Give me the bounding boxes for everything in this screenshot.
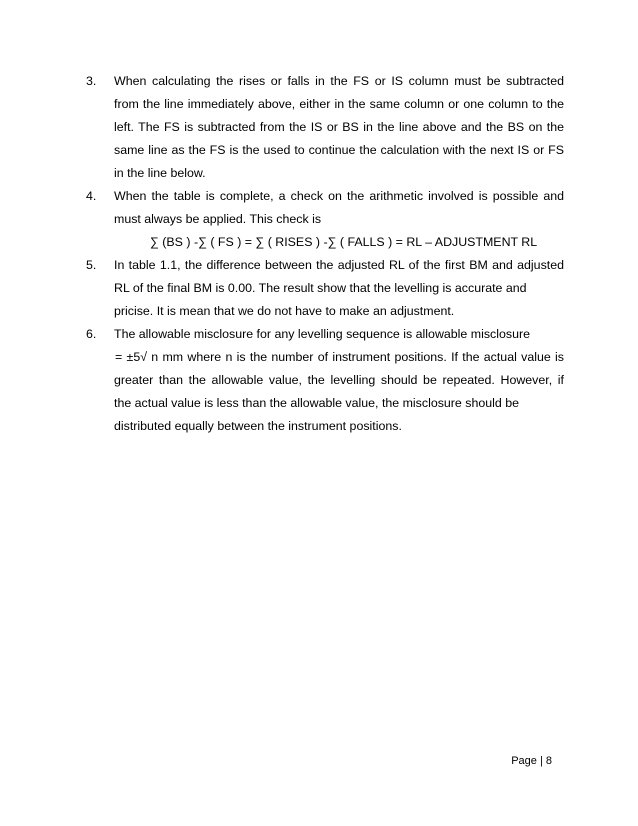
list-item-line: the actual value is less than the allowable value, the misclosure should be	[114, 396, 520, 410]
list-item-number: 3.	[86, 74, 97, 88]
list-item-line: When the table is complete, a check on the arithmetic involved is possible and	[114, 189, 564, 203]
numbered-list	[86, 70, 564, 438]
list-item-5	[86, 254, 564, 323]
list-item-line: RL of the final BM is 0.00. The result show that the levelling is accurate and	[114, 281, 527, 295]
list-item-3	[86, 70, 564, 185]
page-number-footer: Page | 8	[511, 755, 552, 767]
list-item-line: left. The FS is subtracted from the IS or BS in the line above and the BS on the	[114, 120, 564, 134]
list-item-line: greater than the allowable value, the levelling should be repeated. However, if	[114, 373, 564, 387]
list-item-4	[86, 185, 564, 254]
check-formula: ∑ (BS ) -∑ ( FS ) = ∑ ( RISES ) -∑ ( FALLS ) = RL – ADJUSTMENT RL	[150, 235, 538, 249]
list-item-line: from the line immediately above, either in the same column or one column to the	[114, 97, 564, 111]
list-item-line: same line as the FS is the used to continue the calculation with the next IS or FS	[114, 143, 564, 157]
list-item-line: pricise. It is mean that we do not have to make an adjustment.	[114, 304, 455, 318]
list-item-number: 5.	[86, 258, 97, 272]
list-item-line: When calculating the rises or falls in the FS or IS column must be subtracted	[114, 74, 564, 88]
misclosure-formula-line: = ±5√ n mm where n is the number of instrument positions. If the actual value is	[115, 350, 564, 364]
list-item-line: distributed equally between the instrument positions.	[114, 419, 402, 433]
list-item-line: in the line below.	[114, 166, 206, 180]
list-item-6	[86, 323, 564, 438]
list-item-line: In table 1.1, the difference between the adjusted RL of the first BM and adjusted	[114, 258, 564, 272]
list-item-number: 4.	[86, 189, 97, 203]
list-item-number: 6.	[86, 327, 97, 341]
list-item-line: must always be applied. This check is	[114, 212, 322, 226]
list-item-line: The allowable misclosure for any levelling sequence is allowable misclosure	[114, 327, 530, 341]
